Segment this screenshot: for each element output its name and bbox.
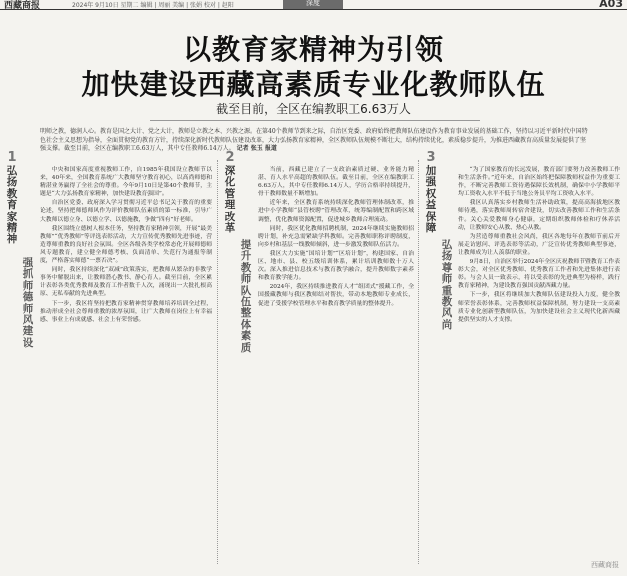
headline-line2: 加快建设西藏高素质专业化教师队伍 (81, 68, 546, 101)
article-column-2 (258, 166, 414, 566)
paragraph: 9月8日，自治区举行2024年全区庆祝教师节暨教育工作表彰大会，对全区优秀教师、优秀教育工作者和先进集体进行表彰。与会人员一致表示，将以受表彰的先进典型为榜样，践行教育家精神，为建设教育强国贡献西藏力量。 (458, 259, 620, 290)
paragraph: 当前，西藏已建立了一支政治素质过硬、业务能力精湛、育人水平高超的教师队伍。截至目前，全区在编教职工6.63万人，其中专任教师6.14万人，学历合格率持续提升，骨干教师数量不断增加。 (258, 167, 414, 198)
section-subtitle: 提升教师队伍整体素质 (240, 239, 252, 354)
lead-byline: 记者 张玉 报道 (236, 145, 277, 152)
column-rule (217, 160, 218, 564)
section-subtitle: 强抓师德师风建设 (22, 257, 34, 349)
paragraph: 中央和国家高度重视教师工作，自1985年我国设立教师节以来，40年来，全国教育系统广大教师坚守教育初心，以高尚师德和精湛业务赢得了全社会的尊重。今年9月10日是第40个教师节，主题是“大力弘扬教育家精神，加快建设教育强国”。 (40, 167, 212, 198)
paragraph: 下一步，我区将坚持把教育家精神贯穿教师培养培训全过程，推动形成全社会尊师重教的浓厚氛围，让广大教师在岗位上有幸福感、事业上有成就感、社会上有荣誉感。 (40, 300, 212, 323)
page-number: A03 (599, 0, 623, 10)
section-number: 1 (7, 150, 17, 165)
headline-line1: 以教育家精神为引领 (182, 33, 444, 66)
masthead-paper: 西藏商报 (4, 1, 41, 11)
subheadline: 截至目前，全区在编教职工6.63万人 (216, 102, 411, 116)
column-rule (418, 160, 419, 564)
paragraph: 我区围绕立德树人根本任务，坚持教育家精神引领，开展“最美教师”“优秀教师”等评选表彰活动，大力宣传优秀教师先进事迹，营造尊师重教的良好社会氛围。全区各级各类学校常态化开展师德师风专题教育，建立健全师德考核、负面清单、失范行为通报等制度，严格落实师德“一票否决”。 (40, 225, 212, 265)
paragraph: 同时，我区优化教师招聘机制，2024年继续实施教师招聘计划，补充急需紧缺学科教师。完善教师职称评聘制度，向乡村和基层一线教师倾斜，进一步激发教师队伍活力。 (258, 225, 414, 248)
watermark: 西藏商报 (591, 561, 619, 569)
paragraph: 近年来，全区教育系统持续深化教师管理体制改革，推进中小学教师“县管校聘”管理改革，统筹编制配置和跨区域调整，优化教师资源配置，促进城乡教师合理流动。 (258, 200, 414, 223)
paragraph: 下一步，我区将继续加大教师队伍建设投入力度，健全教师荣誉表彰体系，完善教师权益保障机制，努力建设一支高素质专业化创新型教师队伍，为加快建设社会主义现代化新西藏提供坚实的人才支撑。 (458, 292, 620, 323)
article-column-3 (458, 166, 620, 566)
article-column-1 (40, 166, 212, 566)
paragraph: 2024年，我区持续推进教育人才“组团式”援藏工作，全国援藏教师与我区教师结对帮扶，带动本地教师专业成长，促进了受援学校管理水平和教育教学质量的整体提升。 (258, 284, 414, 307)
paragraph: “为了国家教育的长远发展，教育部门要努力改善教师工作和生活条件。”近年来，自治区始终把保障教师权益作为重要工作，不断完善教师工资待遇保障长效机制，确保中小学教师平均工资收入水平不低于当地公务员平均工资收入水平。 (458, 167, 620, 198)
section-number: 2 (225, 150, 235, 165)
paragraph: 自治区党委、政府深入学习贯彻习近平总书记关于教育的重要论述，坚持把师德师风作为评价教师队伍素质的第一标准，引导广大教师以德立身、以德立学、以德施教，争做“四有”好老师。 (40, 200, 212, 223)
paragraph: 我区大力实施“国培计划”“区培计划”，构建国家、自治区、地市、县、校五级培训体系，累计培训教师数十万人次。深入推进信息技术与教育教学融合，提升教师数字素养和教育教学能力。 (258, 250, 414, 282)
masthead-meta: 2024年 9月10日 星期二 编辑 | 周丽 美编 | 张娟 校对 | 赵阳 (72, 2, 234, 9)
paragraph: 为营造尊师重教社会风尚，我区各地每年在教师节前后开展走访慰问、评选表彰等活动，广泛宣传优秀教师典型事迹，让教师成为让人羡慕的职业。 (458, 233, 620, 256)
subheadline-rule (150, 120, 480, 121)
section-subtitle: 弘扬尊师重教风尚 (441, 239, 453, 331)
paragraph: 同时，我区持续深化“双减”政策落实，把教师从繁杂的非教学事务中解脱出来，让教师潜心教书、静心育人。截至目前，全区累计表彰各类优秀教师及教育工作者数千人次，涌现出一大批扎根高原、无私奉献的先进典型。 (40, 267, 212, 298)
lead-text: 明师之教，德润人心。教育是国之大计、党之大计，教师是立教之本、兴教之源。在第40个教师节到来之际，自治区党委、政府始终把教师队伍建设作为教育事业发展的基础工作，坚持以习近平新时代中国特色社会主义思想为指导，全面贯彻党的教育方针，持续深化新时代教师队伍建设改革，大力弘扬教育家精神，全区教师队伍规模不断壮大，结构持续优化，素质稳步提升，为推进西藏教育高质量发展提供了坚强支撑。截至目前，全区在编教职工6.63万人，其中专任教师6.14万人。 (40, 128, 588, 152)
section-title: 加强权益保障 (425, 165, 437, 235)
lead-paragraph (40, 128, 590, 154)
section-number: 3 (426, 150, 436, 165)
section-title: 弘扬教育家精神 (6, 165, 18, 246)
section-tag: 深度 (283, 0, 343, 9)
section-title: 深化管理改革 (224, 165, 236, 235)
paragraph: 我区认真落实乡村教师生活补助政策，提高高海拔地区教师待遇，落实教师周转宿舍建设，切实改善教师工作和生活条件。关心关爱教师身心健康，定期组织教师体检和疗休养活动，让教师安心从教、热心从教。 (458, 200, 620, 231)
